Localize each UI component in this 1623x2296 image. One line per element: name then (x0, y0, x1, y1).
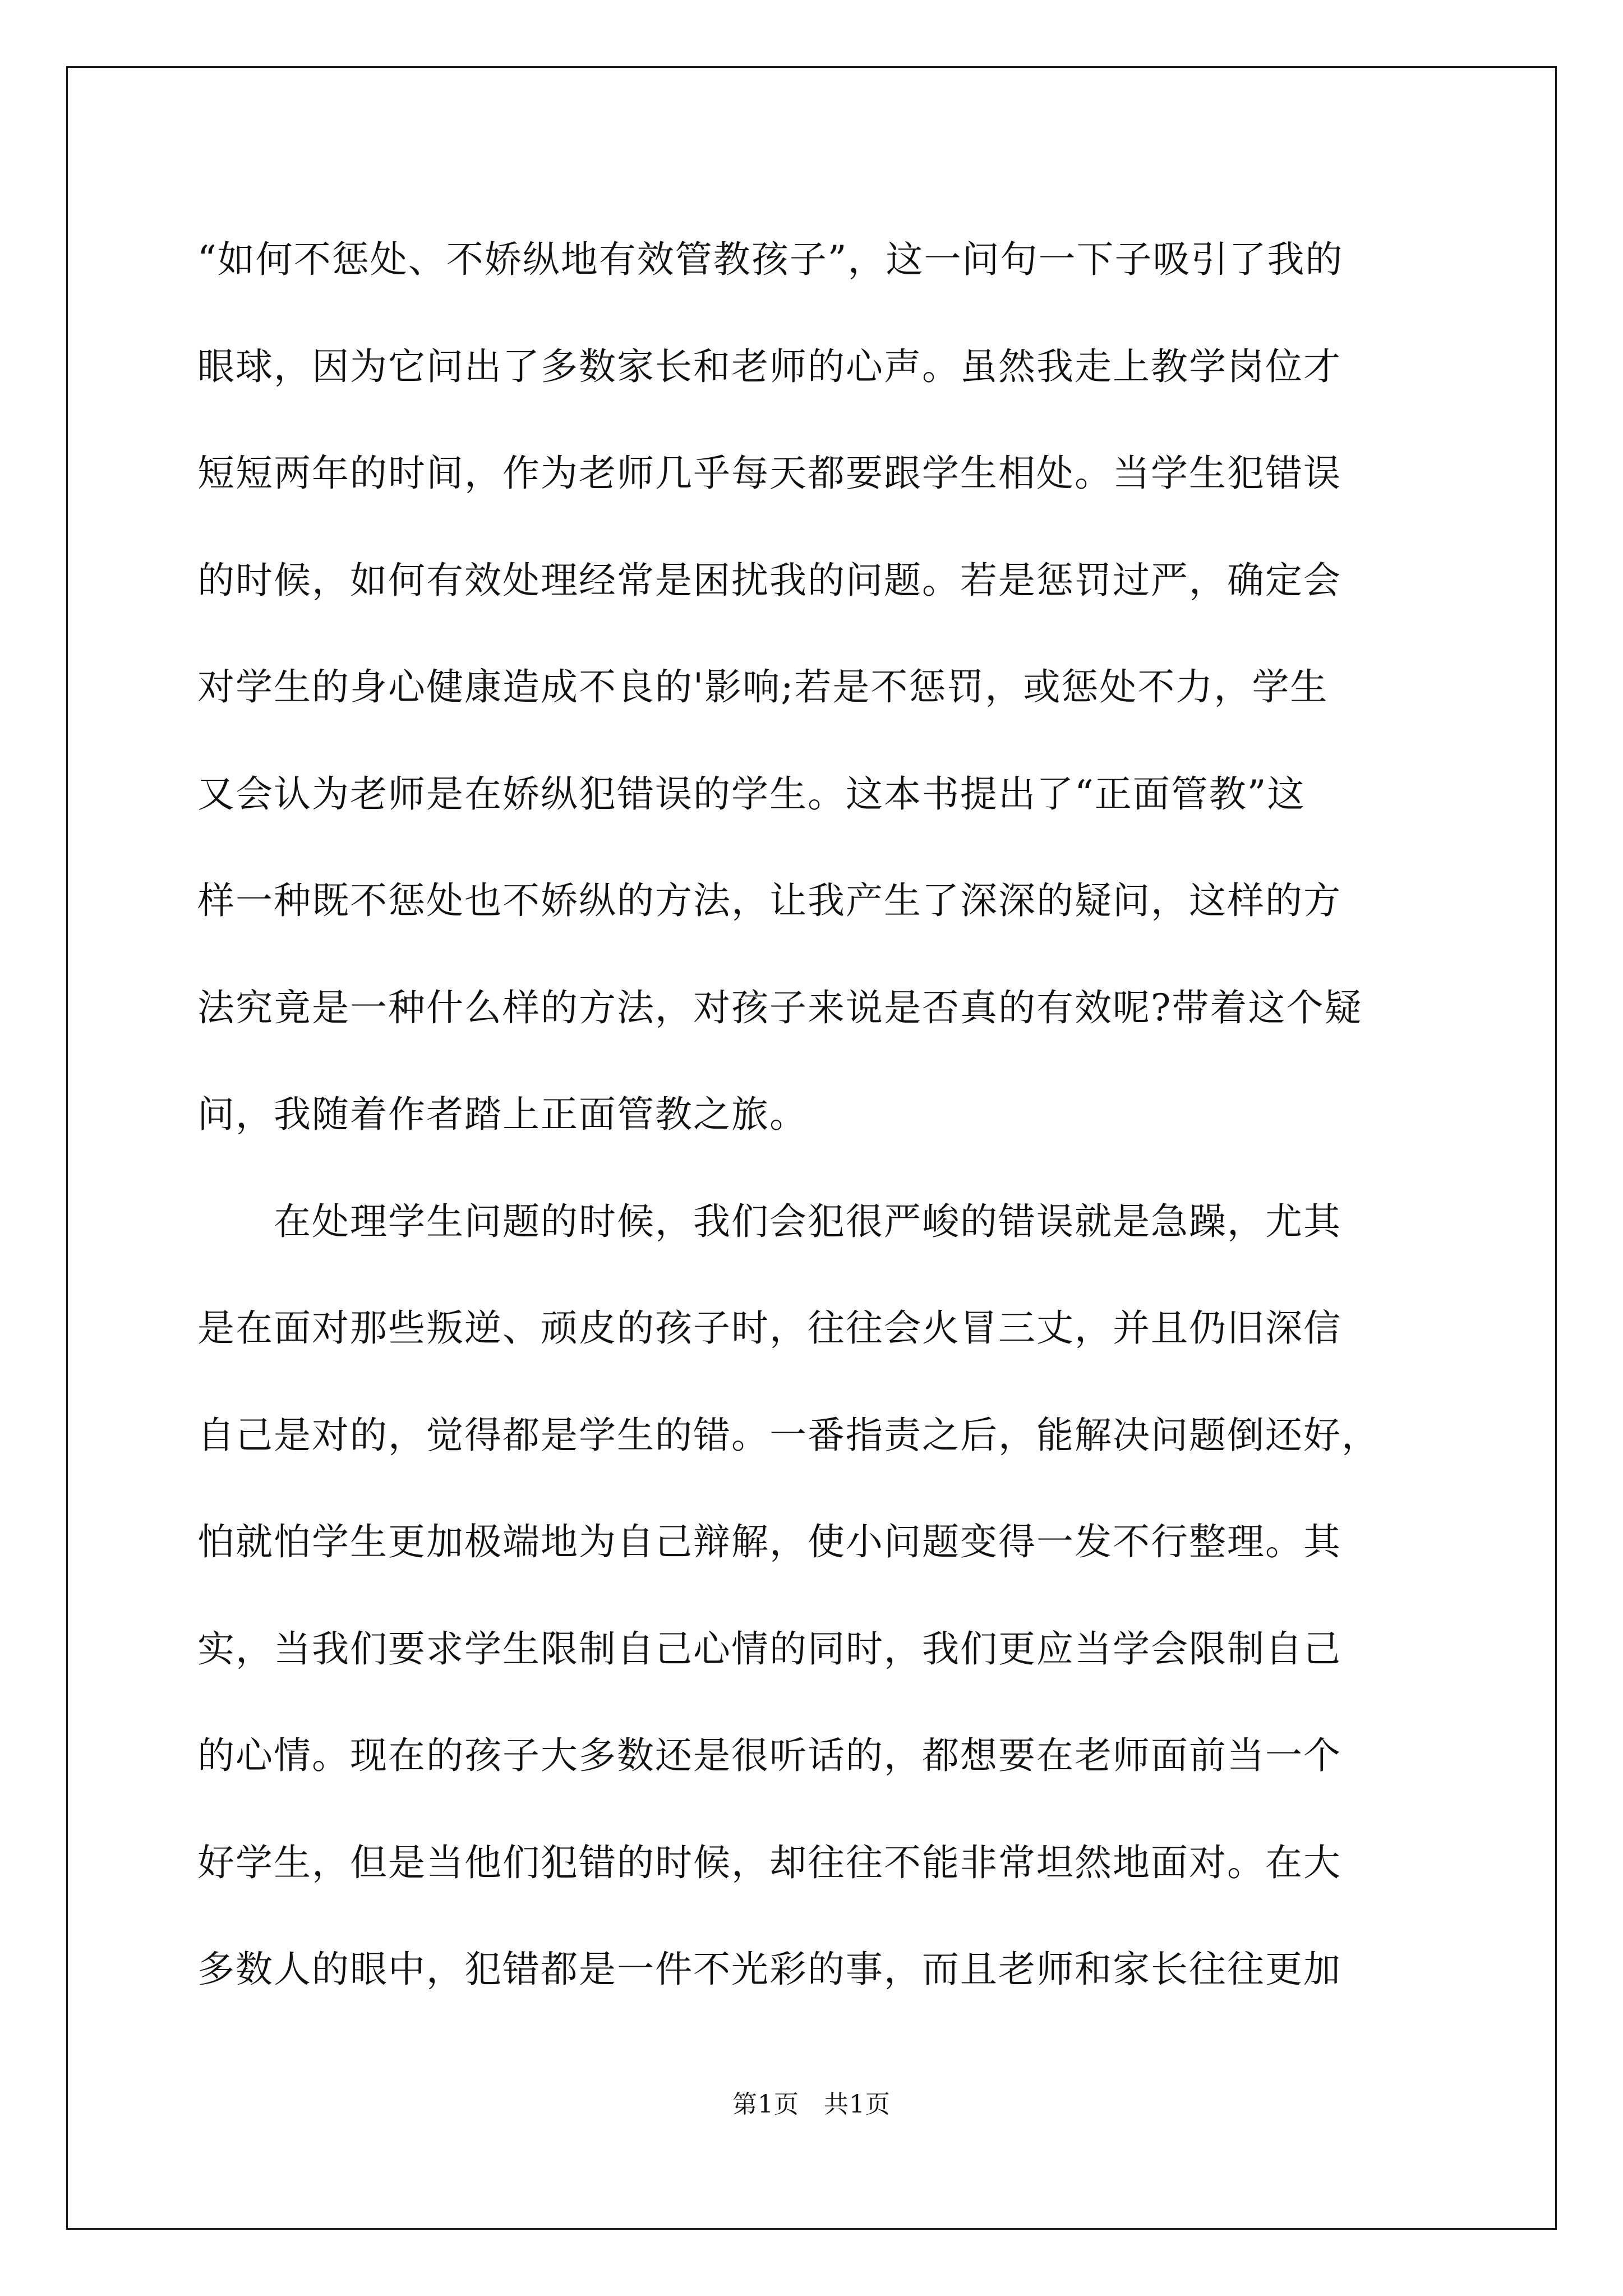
page-number: 第1页 (732, 2090, 799, 2119)
text-line: 的时候，如何有效处理经常是困扰我的问题。若是惩罚过严，确定会 (197, 558, 1341, 602)
document-body (197, 206, 1431, 2023)
text-line: 好学生，但是当他们犯错的时候，却往往不能非常坦然地面对。在大 (197, 1841, 1341, 1884)
text-line: 法究竟是一种什么样的方法，对孩子来说是否真的有效呢?带着这个疑 (197, 986, 1363, 1029)
paragraph-2 (197, 1168, 1431, 2023)
text-line: 的心情。现在的孩子大多数还是很听话的，都想要在老师面前当一个 (197, 1734, 1341, 1777)
text-line: 对学生的身心健康造成不良的'影响;若是不惩罚，或惩处不力，学生 (197, 665, 1329, 708)
text-line: 多数人的眼中，犯错都是一件不光彩的事，而且老师和家长往往更加 (197, 1948, 1341, 1991)
text-line: 眼球，因为它问出了多数家长和老师的心声。虽然我走上教学岗位才 (197, 344, 1341, 388)
text-line: 又会认为老师是在娇纵犯错误的学生。这本书提出了“正面管教”这 (197, 772, 1306, 816)
page-footer (0, 2084, 1623, 2120)
text-line: “如何不惩处、不娇纵地有效管教孩子”，这一问句一下子吸引了我的 (197, 238, 1344, 281)
text-line: 实，当我们要求学生限制自己心情的同时，我们更应当学会限制自己 (197, 1627, 1341, 1671)
text-line: 怕就怕学生更加极端地为自己辩解，使小问题变得一发不行整理。其 (197, 1520, 1341, 1563)
page-total: 共1页 (824, 2090, 891, 2119)
text-line: 问，我随着作者踏上正面管教之旅。 (197, 1093, 808, 1136)
text-line: 短短两年的时间，作为老师几乎每天都要跟学生相处。当学生犯错误 (197, 452, 1341, 495)
paragraph-1 (197, 206, 1431, 1168)
text-line: 自己是对的，觉得都是学生的错。一番指责之后，能解决问题倒还好， (197, 1413, 1380, 1457)
text-line: 在处理学生问题的时候，我们会犯很严峻的错误就是急躁，尤其 (197, 1199, 1341, 1243)
text-line: 样一种既不惩处也不娇纵的方法，让我产生了深深的疑问，这样的方 (197, 879, 1341, 922)
text-line: 是在面对那些叛逆、顽皮的孩子时，往往会火冒三丈，并且仍旧深信 (197, 1306, 1341, 1350)
